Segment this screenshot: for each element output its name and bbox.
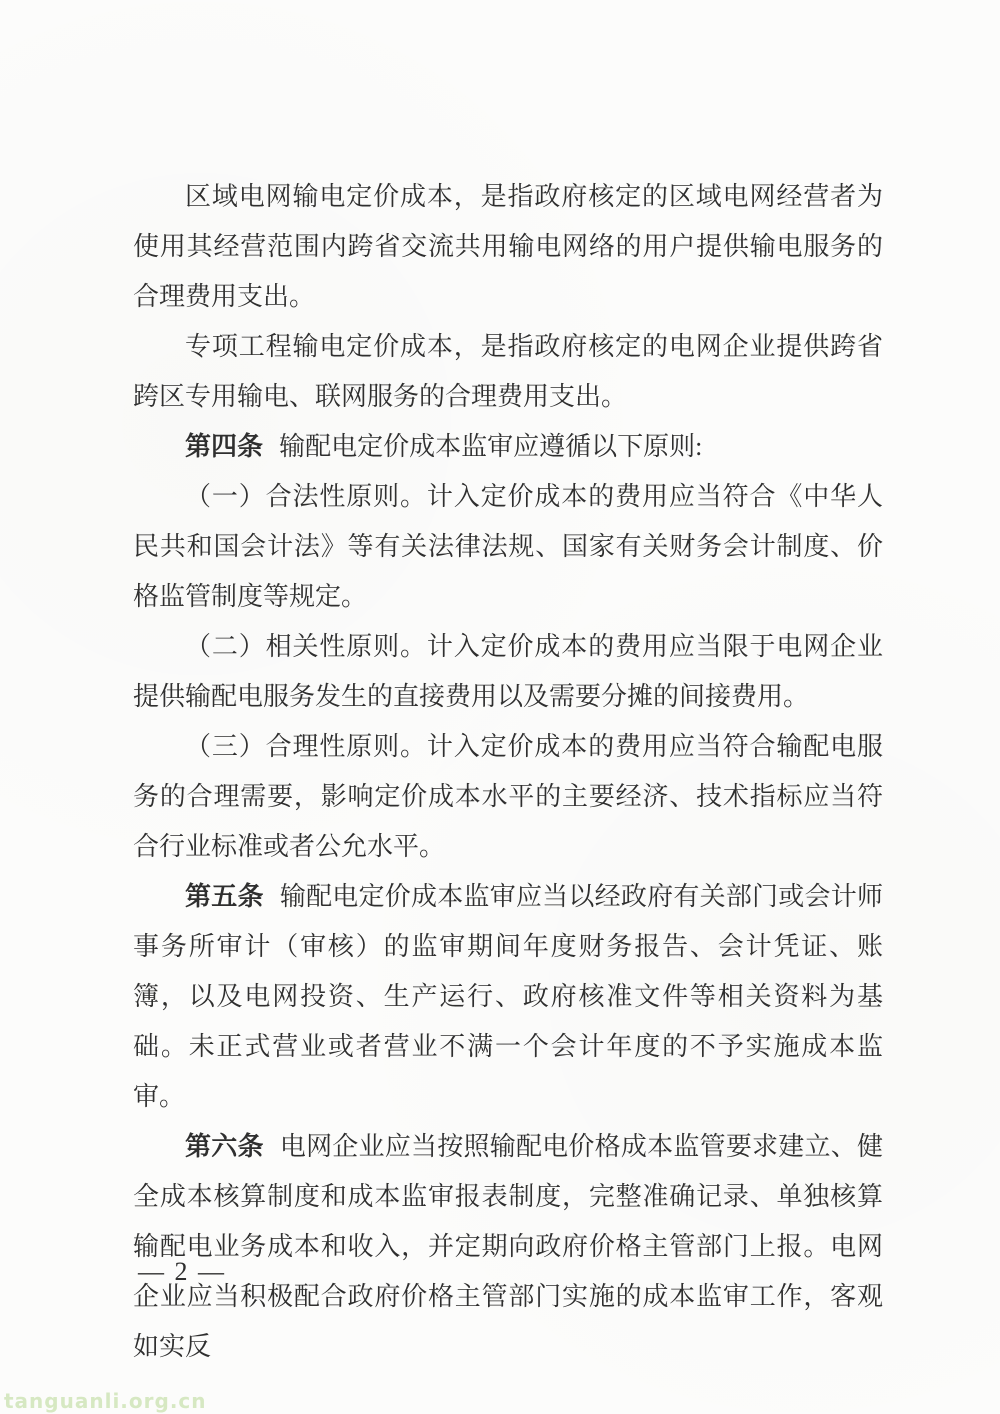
- paragraph: [133, 722, 883, 872]
- paragraph: [133, 1122, 883, 1372]
- paragraph: [133, 422, 883, 472]
- document-body: [133, 172, 883, 1372]
- paragraph-text: 电网企业应当按照输配电价格成本监管要求建立、健全成本核算制度和成本监审报表制度，完整准确记录、单独核算输配电业务成本和收入，并定期向政府价格主管部门上报。电网企业应当积极配合政府价格主管部门实施的成本监审工作，客观如实反: [133, 1132, 883, 1361]
- paragraph: [133, 872, 883, 1122]
- paragraph-text: 输配电定价成本监审应遵循以下原则:: [279, 432, 703, 461]
- watermark: tanguanli.org.cn: [4, 1389, 207, 1413]
- paragraph-text: 输配电定价成本监审应当以经政府有关部门或会计师事务所审计（审核）的监审期间年度财务报告、会计凭证、账簿，以及电网投资、生产运行、政府核准文件等相关资料为基础。未正式营业或者营业不满一个会计年度的不予实施成本监审。: [133, 882, 883, 1111]
- paragraph: [133, 322, 883, 422]
- paragraph-text: （一）合法性原则。计入定价成本的费用应当符合《中华人民共和国会计法》等有关法律法规、国家有关财务会计制度、价格监管制度等规定。: [133, 482, 883, 611]
- paragraph: [133, 172, 883, 322]
- paragraph: [133, 622, 883, 722]
- paragraph-text: 专项工程输电定价成本，是指政府核定的电网企业提供跨省跨区专用输电、联网服务的合理费用支出。: [133, 332, 883, 411]
- paragraph-text: （三）合理性原则。计入定价成本的费用应当符合输配电服务的合理需要，影响定价成本水平的主要经济、技术指标应当符合行业标准或者公允水平。: [133, 732, 883, 861]
- article-number: 第四条: [185, 432, 264, 461]
- paragraph-text: 区域电网输电定价成本，是指政府核定的区域电网经营者为使用其经营范围内跨省交流共用输电网络的用户提供输电服务的合理费用支出。: [133, 182, 883, 311]
- article-number: 第五条: [185, 882, 264, 911]
- paragraph: [133, 472, 883, 622]
- page-number: — 2 —: [138, 1257, 226, 1286]
- paragraph-text: （二）相关性原则。计入定价成本的费用应当限于电网企业提供输配电服务发生的直接费用以及需要分摊的间接费用。: [133, 632, 883, 711]
- article-number: 第六条: [185, 1132, 264, 1161]
